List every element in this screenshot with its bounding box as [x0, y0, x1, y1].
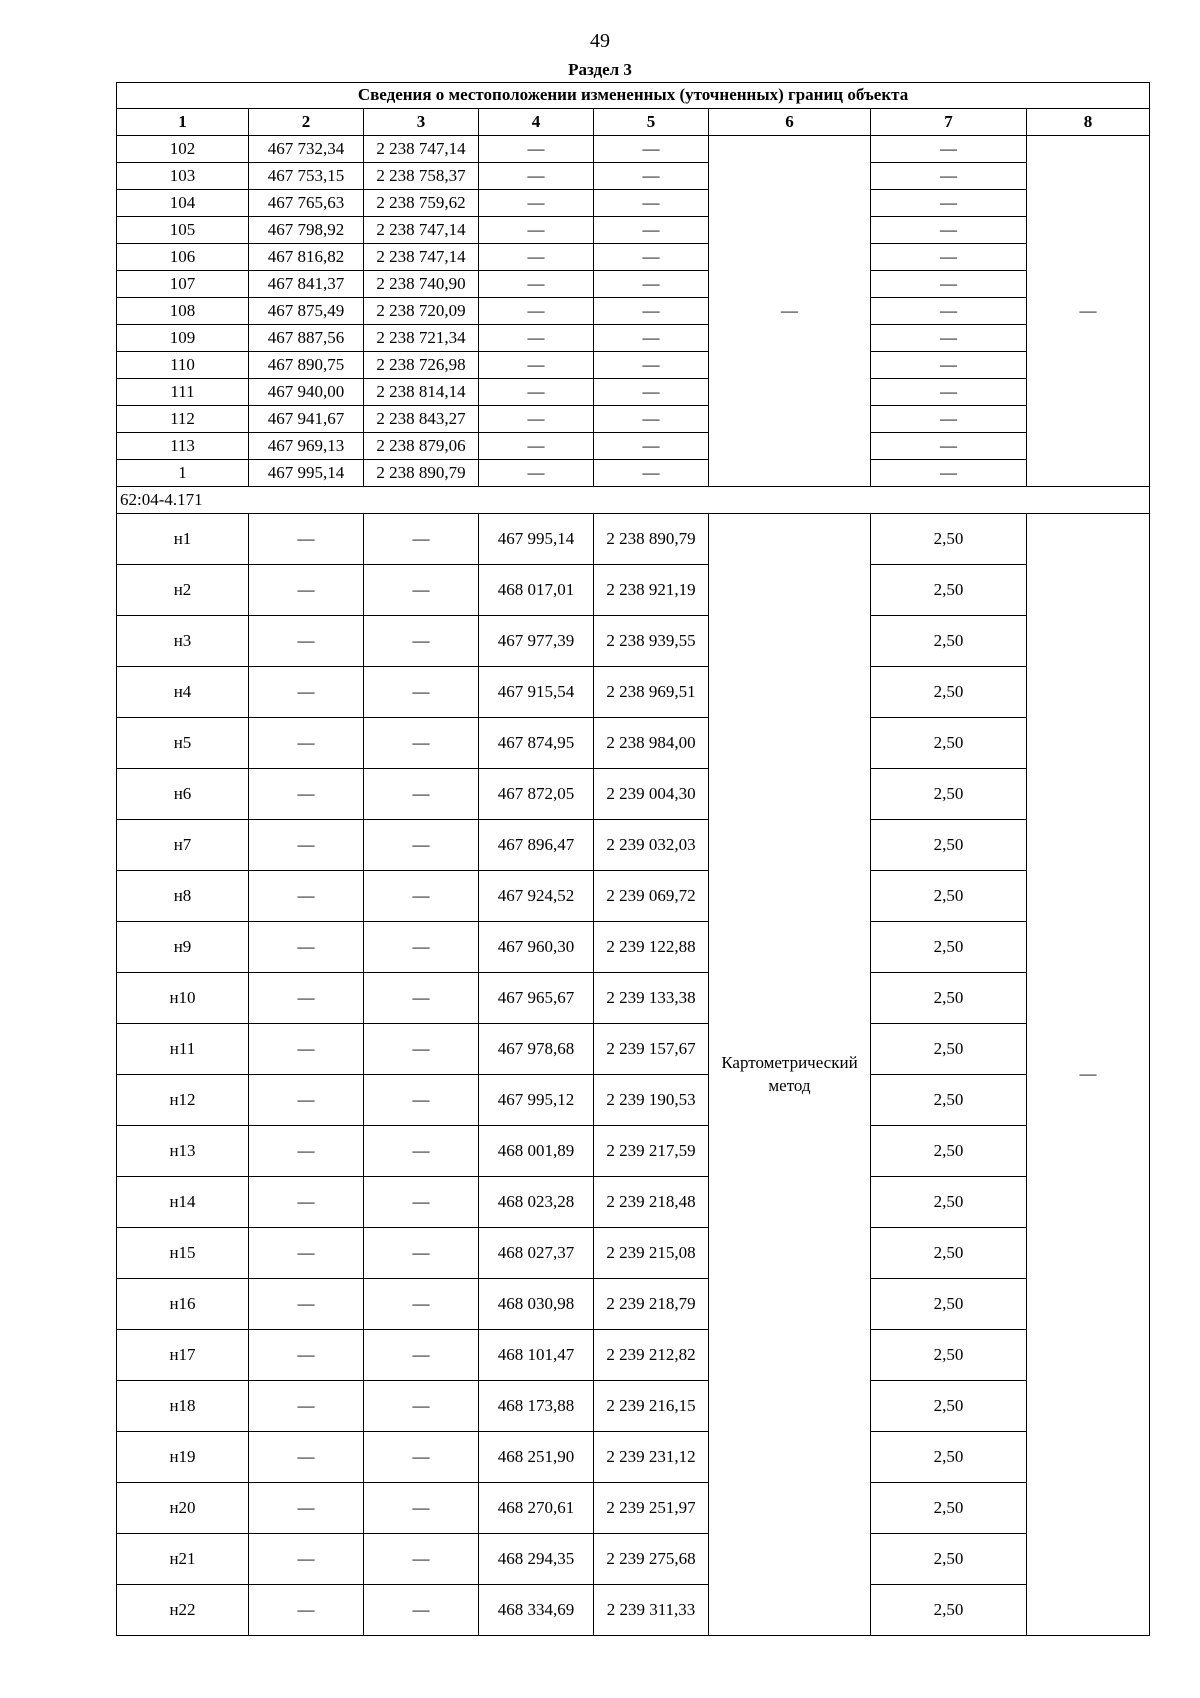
point-number-cell: н2 — [117, 565, 249, 616]
point-number-cell: н15 — [117, 1228, 249, 1279]
point-number-cell: н22 — [117, 1585, 249, 1636]
new-y-cell: 2 239 133,38 — [594, 973, 709, 1024]
existing-y-cell: — — [364, 769, 479, 820]
existing-y-cell: 2 238 758,37 — [364, 163, 479, 190]
table-row — [117, 271, 1150, 298]
new-x-cell: — — [479, 433, 594, 460]
new-y-cell: — — [594, 217, 709, 244]
table-caption: Сведения о местоположении измененных (уточненных) границ объекта — [117, 83, 1150, 109]
new-y-cell: — — [594, 460, 709, 487]
point-number-cell: 110 — [117, 352, 249, 379]
existing-x-cell: 467 841,37 — [249, 271, 364, 298]
accuracy-cell: — — [871, 244, 1027, 271]
existing-x-cell: — — [249, 1534, 364, 1585]
new-x-cell: — — [479, 460, 594, 487]
existing-x-cell: 467 940,00 — [249, 379, 364, 406]
existing-x-cell: — — [249, 1330, 364, 1381]
new-y-cell: 2 239 218,48 — [594, 1177, 709, 1228]
accuracy-cell: 2,50 — [871, 973, 1027, 1024]
existing-x-cell: — — [249, 1075, 364, 1126]
new-x-cell: — — [479, 352, 594, 379]
table-row — [117, 1381, 1150, 1432]
new-x-cell: — — [479, 163, 594, 190]
existing-y-cell: — — [364, 718, 479, 769]
method-cell: Картометрический метод — [709, 514, 871, 1636]
new-x-cell: 467 872,05 — [479, 769, 594, 820]
group-label-row — [117, 487, 1150, 514]
boundary-coordinates-table — [116, 82, 1150, 1636]
point-number-cell: н4 — [117, 667, 249, 718]
existing-y-cell: 2 238 814,14 — [364, 379, 479, 406]
table-row — [117, 1177, 1150, 1228]
existing-x-cell: — — [249, 616, 364, 667]
new-y-cell: 2 239 275,68 — [594, 1534, 709, 1585]
new-y-cell: 2 239 218,79 — [594, 1279, 709, 1330]
accuracy-cell: 2,50 — [871, 1279, 1027, 1330]
existing-x-cell: — — [249, 565, 364, 616]
accuracy-cell: — — [871, 271, 1027, 298]
existing-x-cell: — — [249, 718, 364, 769]
existing-x-cell: 467 941,67 — [249, 406, 364, 433]
accuracy-cell: 2,50 — [871, 514, 1027, 565]
table-row — [117, 565, 1150, 616]
column-header: 6 — [709, 109, 871, 136]
new-y-cell: 2 239 190,53 — [594, 1075, 709, 1126]
existing-x-cell: 467 798,92 — [249, 217, 364, 244]
table-row — [117, 379, 1150, 406]
existing-y-cell: 2 238 890,79 — [364, 460, 479, 487]
page-number: 49 — [590, 30, 610, 52]
existing-x-cell: 467 765,63 — [249, 190, 364, 217]
point-number-cell: н8 — [117, 871, 249, 922]
new-y-cell: 2 238 984,00 — [594, 718, 709, 769]
existing-y-cell: — — [364, 1279, 479, 1330]
new-y-cell: — — [594, 352, 709, 379]
new-x-cell: 468 334,69 — [479, 1585, 594, 1636]
point-number-cell: н9 — [117, 922, 249, 973]
point-number-cell: 102 — [117, 136, 249, 163]
new-x-cell: 468 027,37 — [479, 1228, 594, 1279]
new-x-cell: 467 896,47 — [479, 820, 594, 871]
existing-x-cell: 467 887,56 — [249, 325, 364, 352]
existing-x-cell: — — [249, 1126, 364, 1177]
accuracy-cell: — — [871, 325, 1027, 352]
new-x-cell: 468 023,28 — [479, 1177, 594, 1228]
column-header: 8 — [1027, 109, 1150, 136]
accuracy-cell: 2,50 — [871, 667, 1027, 718]
accuracy-cell: 2,50 — [871, 1330, 1027, 1381]
point-number-cell: н20 — [117, 1483, 249, 1534]
new-y-cell: 2 239 251,97 — [594, 1483, 709, 1534]
table-row — [117, 352, 1150, 379]
table-row — [117, 136, 1150, 163]
existing-y-cell: — — [364, 514, 479, 565]
existing-x-cell: 467 816,82 — [249, 244, 364, 271]
accuracy-cell: 2,50 — [871, 1432, 1027, 1483]
accuracy-cell: 2,50 — [871, 1585, 1027, 1636]
point-number-cell: н17 — [117, 1330, 249, 1381]
point-number-cell: н13 — [117, 1126, 249, 1177]
accuracy-cell: — — [871, 352, 1027, 379]
table-row — [117, 820, 1150, 871]
new-x-cell: 468 101,47 — [479, 1330, 594, 1381]
new-x-cell: — — [479, 244, 594, 271]
table-caption-row — [117, 83, 1150, 109]
new-x-cell: 467 924,52 — [479, 871, 594, 922]
existing-x-cell: — — [249, 973, 364, 1024]
point-number-cell: 108 — [117, 298, 249, 325]
existing-x-cell: 467 890,75 — [249, 352, 364, 379]
new-x-cell: 467 965,67 — [479, 973, 594, 1024]
table-row — [117, 1279, 1150, 1330]
column-header: 4 — [479, 109, 594, 136]
existing-x-cell: — — [249, 769, 364, 820]
existing-y-cell: — — [364, 1432, 479, 1483]
table-row — [117, 718, 1150, 769]
table-row — [117, 514, 1150, 565]
accuracy-cell: 2,50 — [871, 820, 1027, 871]
existing-y-cell: 2 238 879,06 — [364, 433, 479, 460]
point-number-cell: н11 — [117, 1024, 249, 1075]
new-x-cell: 467 960,30 — [479, 922, 594, 973]
point-number-cell: н18 — [117, 1381, 249, 1432]
existing-y-cell: 2 238 747,14 — [364, 136, 479, 163]
existing-y-cell: 2 238 843,27 — [364, 406, 479, 433]
point-number-cell: 105 — [117, 217, 249, 244]
table-row — [117, 1024, 1150, 1075]
existing-x-cell: — — [249, 1177, 364, 1228]
new-x-cell: 467 995,14 — [479, 514, 594, 565]
new-x-cell: — — [479, 298, 594, 325]
accuracy-cell: 2,50 — [871, 1126, 1027, 1177]
accuracy-cell: — — [871, 136, 1027, 163]
point-number-cell: н12 — [117, 1075, 249, 1126]
existing-y-cell: — — [364, 616, 479, 667]
new-y-cell: 2 239 122,88 — [594, 922, 709, 973]
table-row — [117, 1432, 1150, 1483]
new-x-cell: — — [479, 271, 594, 298]
existing-x-cell: — — [249, 1279, 364, 1330]
existing-y-cell: — — [364, 667, 479, 718]
existing-x-cell: — — [249, 1024, 364, 1075]
accuracy-cell: 2,50 — [871, 1534, 1027, 1585]
new-y-cell: 2 238 921,19 — [594, 565, 709, 616]
column-header: 2 — [249, 109, 364, 136]
accuracy-cell: — — [871, 298, 1027, 325]
new-y-cell: 2 239 215,08 — [594, 1228, 709, 1279]
column-header: 7 — [871, 109, 1027, 136]
existing-y-cell: — — [364, 1024, 479, 1075]
new-y-cell: 2 238 939,55 — [594, 616, 709, 667]
new-x-cell: — — [479, 379, 594, 406]
existing-y-cell: 2 238 721,34 — [364, 325, 479, 352]
existing-x-cell: 467 732,34 — [249, 136, 364, 163]
existing-x-cell: 467 753,15 — [249, 163, 364, 190]
new-x-cell: 468 251,90 — [479, 1432, 594, 1483]
table-row — [117, 1534, 1150, 1585]
accuracy-cell: — — [871, 379, 1027, 406]
existing-y-cell: — — [364, 1126, 479, 1177]
existing-x-cell: — — [249, 1381, 364, 1432]
accuracy-cell: 2,50 — [871, 1381, 1027, 1432]
table-row — [117, 1228, 1150, 1279]
existing-y-cell: — — [364, 1177, 479, 1228]
existing-x-cell: — — [249, 871, 364, 922]
existing-y-cell: — — [364, 565, 479, 616]
accuracy-cell: 2,50 — [871, 1177, 1027, 1228]
new-x-cell: 468 294,35 — [479, 1534, 594, 1585]
accuracy-cell: 2,50 — [871, 565, 1027, 616]
new-x-cell: 468 001,89 — [479, 1126, 594, 1177]
accuracy-cell: 2,50 — [871, 769, 1027, 820]
table-row — [117, 190, 1150, 217]
new-x-cell: 468 017,01 — [479, 565, 594, 616]
new-x-cell: 468 030,98 — [479, 1279, 594, 1330]
table-row — [117, 667, 1150, 718]
point-number-cell: н16 — [117, 1279, 249, 1330]
point-number-cell: 1 — [117, 460, 249, 487]
point-number-cell: н3 — [117, 616, 249, 667]
table-row — [117, 460, 1150, 487]
existing-y-cell: 2 238 747,14 — [364, 217, 479, 244]
group-label: 62:04-4.171 — [117, 487, 1150, 514]
column-header: 1 — [117, 109, 249, 136]
accuracy-cell: — — [871, 433, 1027, 460]
existing-y-cell: — — [364, 1483, 479, 1534]
new-y-cell: 2 239 212,82 — [594, 1330, 709, 1381]
point-number-cell: н1 — [117, 514, 249, 565]
table-row — [117, 163, 1150, 190]
point-number-cell: н5 — [117, 718, 249, 769]
new-y-cell: — — [594, 244, 709, 271]
table-row — [117, 973, 1150, 1024]
new-y-cell: — — [594, 163, 709, 190]
existing-y-cell: — — [364, 973, 479, 1024]
new-x-cell: 467 978,68 — [479, 1024, 594, 1075]
table-row — [117, 1126, 1150, 1177]
existing-y-cell: 2 238 747,14 — [364, 244, 479, 271]
existing-y-cell: — — [364, 1381, 479, 1432]
new-x-cell: 467 995,12 — [479, 1075, 594, 1126]
column-header: 3 — [364, 109, 479, 136]
accuracy-cell: 2,50 — [871, 871, 1027, 922]
existing-x-cell: 467 875,49 — [249, 298, 364, 325]
new-y-cell: — — [594, 433, 709, 460]
existing-x-cell: — — [249, 1228, 364, 1279]
existing-x-cell: 467 995,14 — [249, 460, 364, 487]
existing-y-cell: — — [364, 1075, 479, 1126]
new-x-cell: — — [479, 406, 594, 433]
point-number-cell: н19 — [117, 1432, 249, 1483]
new-x-cell: — — [479, 190, 594, 217]
existing-y-cell: — — [364, 1228, 479, 1279]
existing-y-cell: 2 238 759,62 — [364, 190, 479, 217]
accuracy-cell: — — [871, 460, 1027, 487]
existing-x-cell: — — [249, 667, 364, 718]
existing-x-cell: — — [249, 1585, 364, 1636]
point-number-cell: 104 — [117, 190, 249, 217]
new-y-cell: — — [594, 298, 709, 325]
existing-x-cell: — — [249, 1483, 364, 1534]
accuracy-cell: 2,50 — [871, 1228, 1027, 1279]
point-number-cell: н21 — [117, 1534, 249, 1585]
existing-y-cell: 2 238 720,09 — [364, 298, 479, 325]
existing-y-cell: — — [364, 1330, 479, 1381]
accuracy-cell: — — [871, 163, 1027, 190]
accuracy-cell: — — [871, 217, 1027, 244]
point-number-cell: 107 — [117, 271, 249, 298]
existing-y-cell: — — [364, 871, 479, 922]
new-y-cell: — — [594, 379, 709, 406]
table-row — [117, 922, 1150, 973]
point-number-cell: н10 — [117, 973, 249, 1024]
table-row — [117, 1330, 1150, 1381]
accuracy-cell: 2,50 — [871, 718, 1027, 769]
existing-y-cell: — — [364, 922, 479, 973]
accuracy-cell: 2,50 — [871, 1483, 1027, 1534]
table-row — [117, 1075, 1150, 1126]
point-number-cell: н6 — [117, 769, 249, 820]
new-x-cell: — — [479, 325, 594, 352]
table-row — [117, 217, 1150, 244]
accuracy-cell: 2,50 — [871, 922, 1027, 973]
existing-y-cell: — — [364, 1534, 479, 1585]
new-y-cell: 2 239 157,67 — [594, 1024, 709, 1075]
new-x-cell: 467 915,54 — [479, 667, 594, 718]
new-x-cell: 467 874,95 — [479, 718, 594, 769]
accuracy-cell: — — [871, 406, 1027, 433]
point-number-cell: 106 — [117, 244, 249, 271]
new-x-cell: — — [479, 217, 594, 244]
new-y-cell: 2 239 311,33 — [594, 1585, 709, 1636]
table-row — [117, 406, 1150, 433]
method-cell: — — [709, 136, 871, 487]
table-row — [117, 298, 1150, 325]
existing-x-cell: — — [249, 514, 364, 565]
new-y-cell: 2 238 969,51 — [594, 667, 709, 718]
new-y-cell: — — [594, 406, 709, 433]
table-row — [117, 325, 1150, 352]
point-number-cell: 109 — [117, 325, 249, 352]
new-y-cell: 2 239 216,15 — [594, 1381, 709, 1432]
new-x-cell: 467 977,39 — [479, 616, 594, 667]
table-row — [117, 1483, 1150, 1534]
description-cell: — — [1027, 514, 1150, 1636]
existing-x-cell: — — [249, 1432, 364, 1483]
new-y-cell: 2 238 890,79 — [594, 514, 709, 565]
existing-y-cell: 2 238 740,90 — [364, 271, 479, 298]
new-y-cell: 2 239 231,12 — [594, 1432, 709, 1483]
new-y-cell: — — [594, 136, 709, 163]
accuracy-cell: 2,50 — [871, 1024, 1027, 1075]
new-y-cell: — — [594, 271, 709, 298]
table-header-row — [117, 109, 1150, 136]
existing-y-cell: 2 238 726,98 — [364, 352, 479, 379]
new-y-cell: 2 239 069,72 — [594, 871, 709, 922]
table-row — [117, 433, 1150, 460]
new-y-cell: 2 239 004,30 — [594, 769, 709, 820]
accuracy-cell: 2,50 — [871, 616, 1027, 667]
point-number-cell: 112 — [117, 406, 249, 433]
point-number-cell: 113 — [117, 433, 249, 460]
new-y-cell: 2 239 217,59 — [594, 1126, 709, 1177]
existing-y-cell: — — [364, 820, 479, 871]
point-number-cell: н14 — [117, 1177, 249, 1228]
new-y-cell: — — [594, 190, 709, 217]
table-row — [117, 1585, 1150, 1636]
section-title: Раздел 3 — [568, 60, 632, 79]
existing-y-cell: — — [364, 1585, 479, 1636]
table-row — [117, 769, 1150, 820]
new-x-cell: 468 270,61 — [479, 1483, 594, 1534]
new-x-cell: 468 173,88 — [479, 1381, 594, 1432]
table-row — [117, 871, 1150, 922]
table-row — [117, 616, 1150, 667]
table-row — [117, 244, 1150, 271]
new-y-cell: — — [594, 325, 709, 352]
accuracy-cell: 2,50 — [871, 1075, 1027, 1126]
new-x-cell: — — [479, 136, 594, 163]
column-header: 5 — [594, 109, 709, 136]
point-number-cell: 111 — [117, 379, 249, 406]
existing-x-cell: — — [249, 922, 364, 973]
point-number-cell: 103 — [117, 163, 249, 190]
existing-x-cell: 467 969,13 — [249, 433, 364, 460]
point-number-cell: н7 — [117, 820, 249, 871]
accuracy-cell: — — [871, 190, 1027, 217]
existing-x-cell: — — [249, 820, 364, 871]
description-cell: — — [1027, 136, 1150, 487]
new-y-cell: 2 239 032,03 — [594, 820, 709, 871]
